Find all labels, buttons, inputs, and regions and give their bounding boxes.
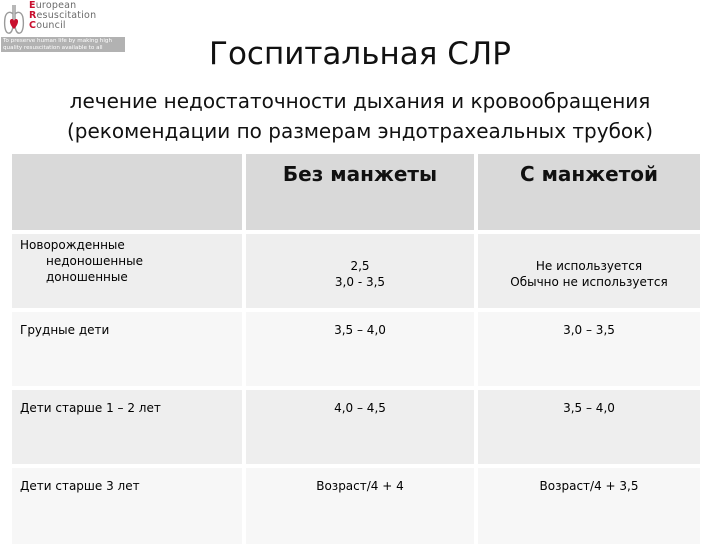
table-row <box>12 388 700 466</box>
table-header-row <box>12 154 700 232</box>
cuffed-value: 3,0 – 3,5 <box>476 310 700 388</box>
row-label: Дети старше 3 лет <box>12 466 244 544</box>
table-row <box>12 310 700 388</box>
table-row <box>12 466 700 544</box>
uncuffed-value: 2,5 3,0 - 3,5 <box>244 232 476 310</box>
logo-tagline: To preserve human life by making high quality resuscitation available to all <box>1 37 125 52</box>
uncuffed-value: 3,5 – 4,0 <box>244 310 476 388</box>
table-row <box>12 232 700 310</box>
header-uncuffed: Без манжеты <box>244 154 476 232</box>
uncuffed-value: 4,0 – 4,5 <box>244 388 476 466</box>
cuffed-value: 3,5 – 4,0 <box>476 388 700 466</box>
page-subtitle: лечение недостаточности дыхания и кровообращения (рекомендации по размерам эндотрахеальных трубок) <box>66 89 654 143</box>
header-empty <box>12 154 244 232</box>
page-title: Госпитальная СЛР <box>209 36 511 72</box>
cuffed-value: Не используется Обычно не используется <box>476 232 700 310</box>
uncuffed-value: Возраст/4 + 4 <box>244 466 476 544</box>
row-label: Грудные дети <box>12 310 244 388</box>
tube-size-table <box>12 154 700 544</box>
row-label: Дети старше 1 – 2 лет <box>12 388 244 466</box>
logo-text: European Resuscitation Council <box>29 0 97 31</box>
lungs-heart-icon <box>2 2 26 36</box>
row-label: Новорожденные недоношенные доношенные <box>12 232 244 310</box>
header-cuffed: С манжетой <box>476 154 700 232</box>
cuffed-value: Возраст/4 + 3,5 <box>476 466 700 544</box>
